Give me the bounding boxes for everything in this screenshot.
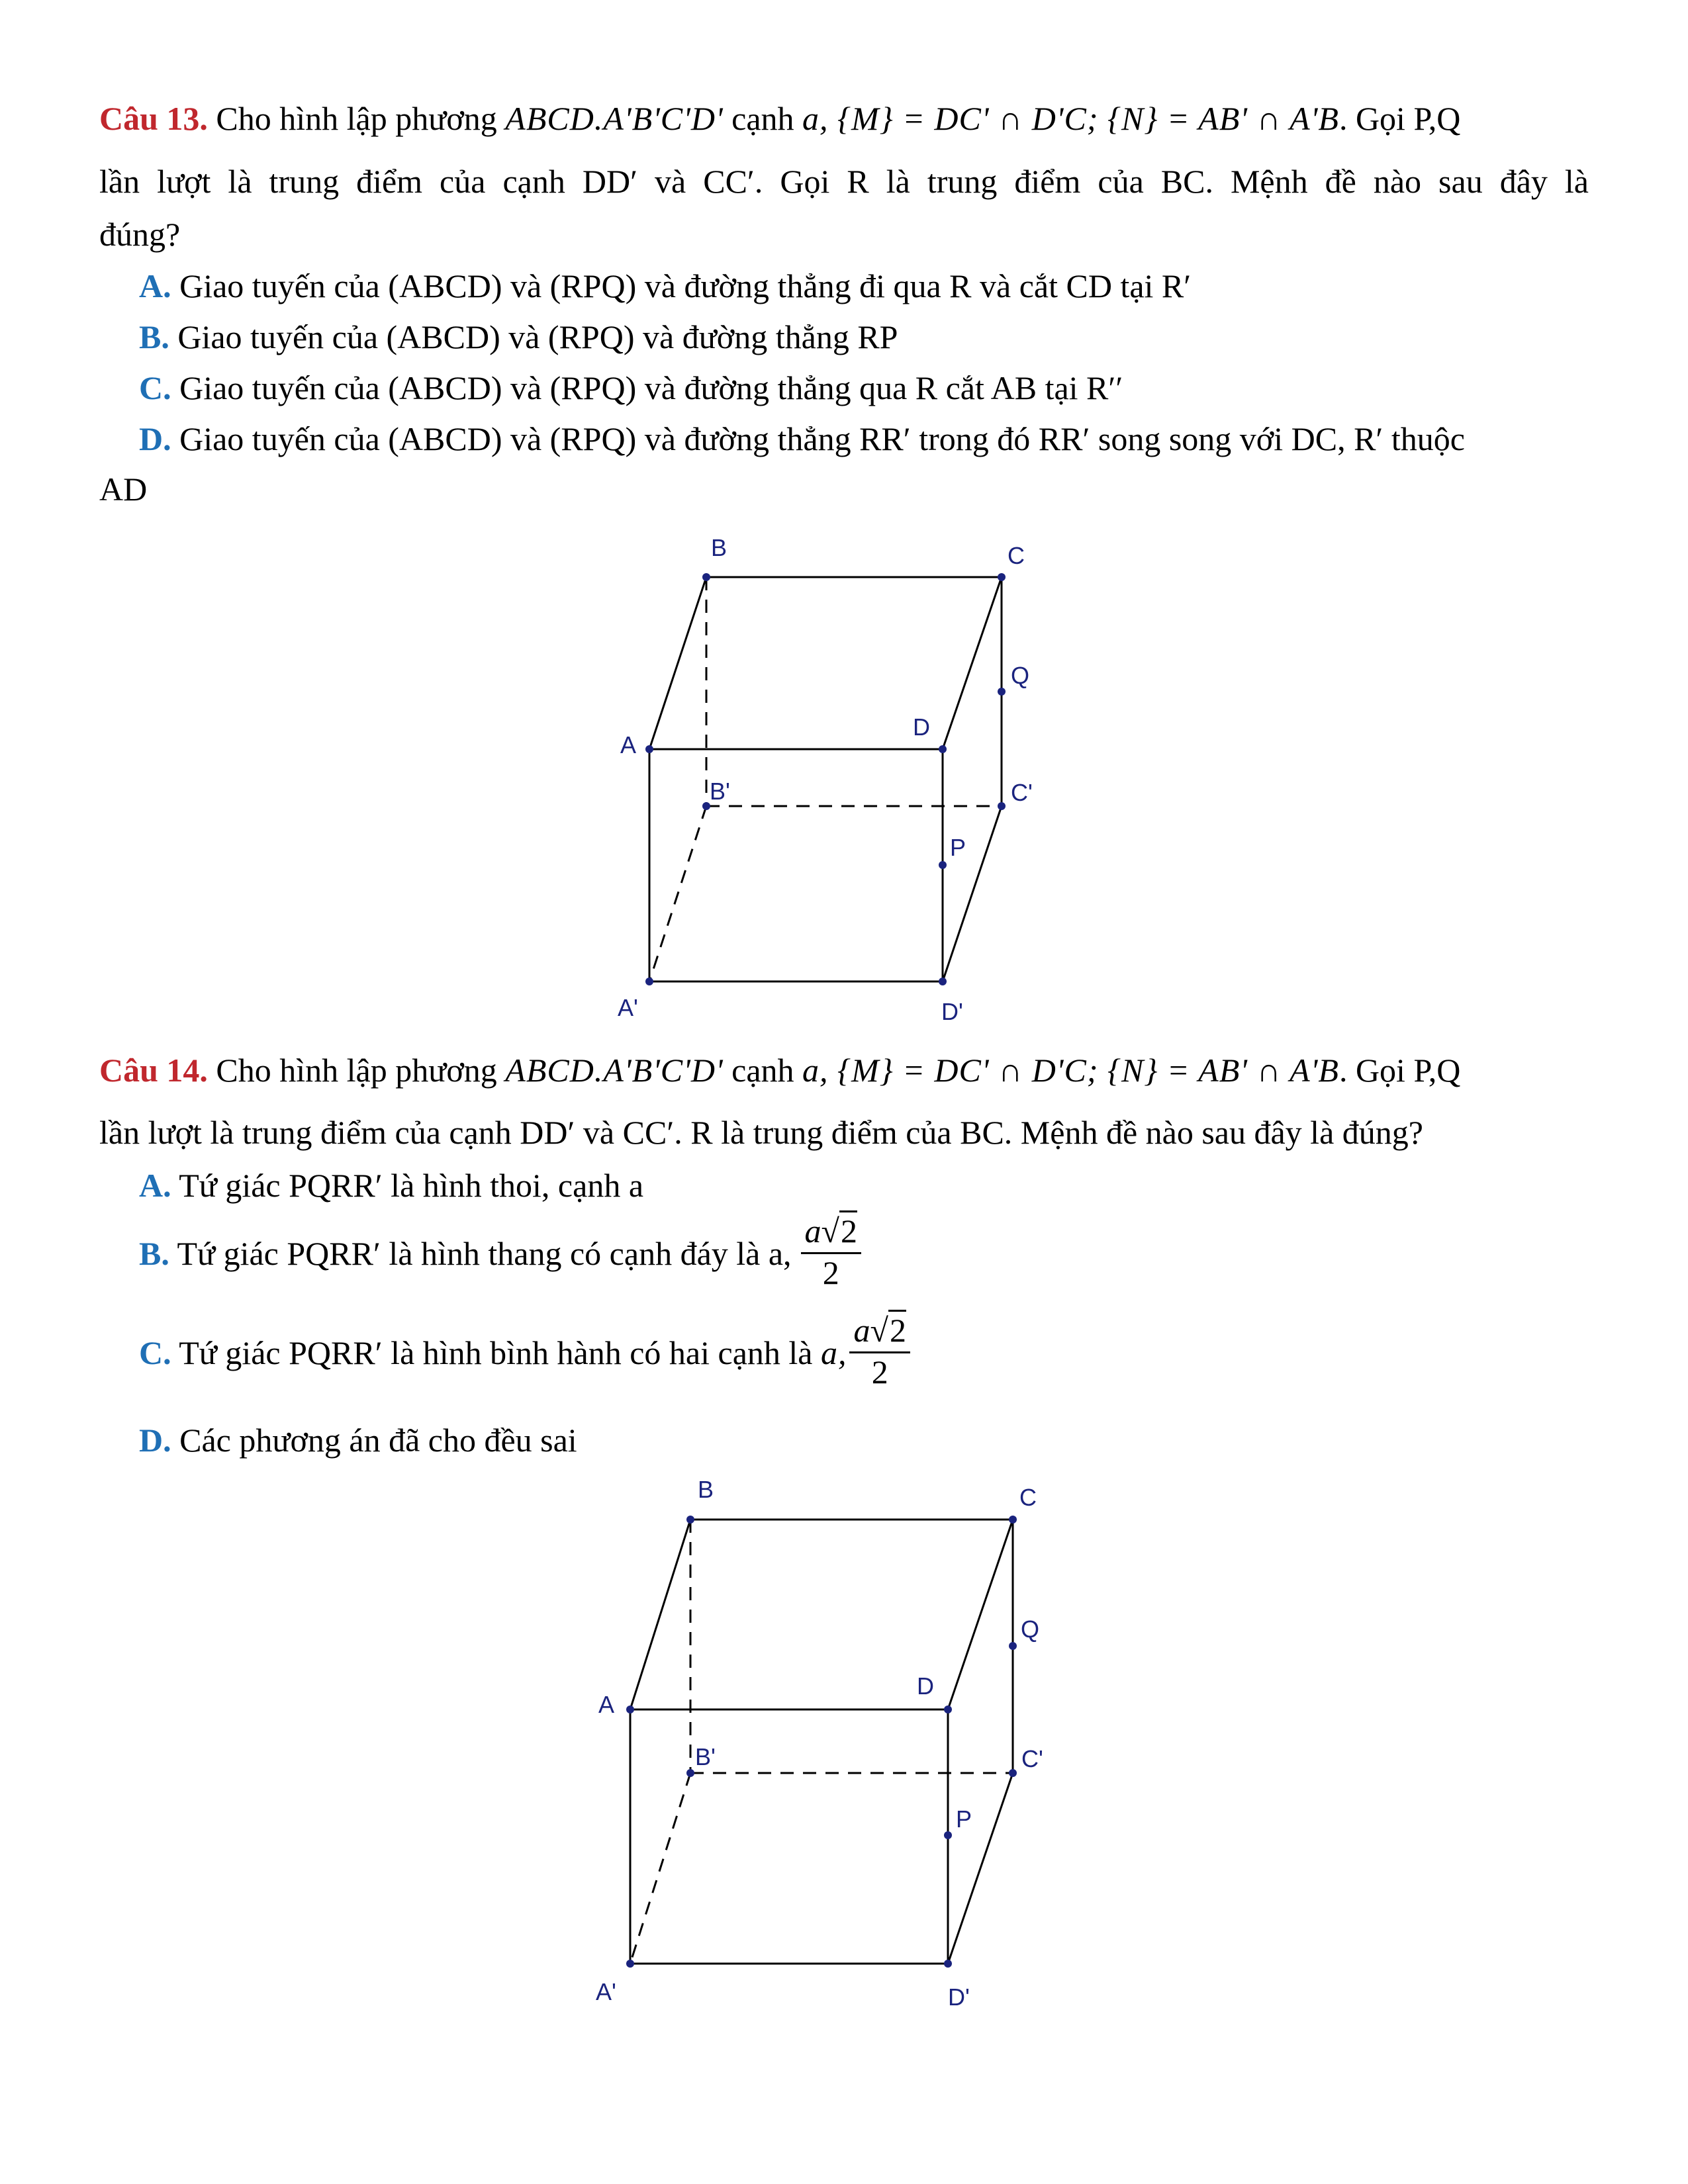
- q14-text-tail: . Gọi P,Q: [1338, 1052, 1461, 1089]
- q13-set-defs: , {M} = DC' ∩ D'C; {N} = AB' ∩ A'B: [820, 100, 1339, 137]
- label-B: B: [698, 1476, 714, 1503]
- frac-c-den: 2: [871, 1353, 888, 1390]
- point-D: [944, 1706, 952, 1713]
- edge-DC: [948, 1520, 1013, 1709]
- label-A: A: [620, 731, 637, 758]
- q14-option-d-text: Các phương án đã cho đều sai: [171, 1422, 577, 1459]
- q14-set-defs: , {M} = DC' ∩ D'C; {N} = AB' ∩ A'B: [820, 1052, 1339, 1089]
- edge-D'C': [948, 1773, 1013, 1964]
- q14-option-c-fraction: $\frac{a√2}{2}$: [849, 1312, 910, 1390]
- point-B: [686, 1516, 694, 1524]
- label-D: D: [917, 1672, 934, 1700]
- q14-line-2: lần lượt là trung điểm của cạnh DD′ và CC′. R là trung điểm của BC. Mệnh đề nào sau đây là đúng?: [99, 1114, 1423, 1151]
- q13-text-2: cạnh: [723, 100, 803, 137]
- q13-line-3: đúng?: [99, 216, 181, 253]
- point-A': [626, 1960, 634, 1968]
- q13-line-2: lần lượt là trung điểm của cạnh DD′ và CC′. Gọi R là trung điểm của BC. Mệnh đề nào sau đây là: [99, 163, 1589, 200]
- frac-c-a: a: [853, 1312, 870, 1349]
- q14-option-c-a: a,: [820, 1334, 847, 1371]
- point-D': [944, 1960, 952, 1968]
- point-P: [944, 1831, 952, 1839]
- label-B-prime: B': [695, 1743, 716, 1770]
- q13-option-a-text: Giao tuyến của (ABCD) và (RPQ) và đường thẳng đi qua R và cắt CD tại R′: [171, 267, 1192, 304]
- q14-option-b-letter: B.: [139, 1234, 169, 1272]
- point-C': [1009, 1769, 1017, 1777]
- q14-edge-a: a: [802, 1052, 820, 1089]
- q14-option-d-letter: D.: [139, 1422, 171, 1459]
- frac-b-den: 2: [822, 1254, 839, 1291]
- q14-option-c-text: Tứ giác PQRR′ là hình bình hành có hai cạnh là: [171, 1334, 821, 1371]
- q14-text-2: cạnh: [723, 1052, 803, 1089]
- label-Q: Q: [1011, 662, 1030, 689]
- q14-cube-name: ABCD.A'B'C'D': [505, 1052, 724, 1089]
- point-Q: [1009, 1642, 1017, 1650]
- label-C: C: [1019, 1484, 1037, 1511]
- label-D-prime: D': [941, 998, 963, 1025]
- label-A-prime: A': [596, 1978, 616, 2005]
- q13-cube-name: ABCD.A'B'C'D': [505, 100, 724, 137]
- label-A: A: [598, 1691, 615, 1718]
- q13-option-d-text: Giao tuyến của (ABCD) và (RPQ) và đường thẳng RR′ trong đó RR′ song song với DC, R′ thuộc: [171, 420, 1465, 457]
- label-Q: Q: [1021, 1615, 1040, 1643]
- q13-option-c-letter: C.: [139, 369, 171, 406]
- label-B-prime: B': [710, 778, 730, 805]
- q13-text-tail: . Gọi P,Q: [1338, 100, 1461, 137]
- point-A: [626, 1706, 634, 1713]
- q13-option-c-text: Giao tuyến của (ABCD) và (RPQ) và đường thẳng qua R cắt AB tại R′′: [171, 369, 1123, 406]
- label-P: P: [956, 1805, 972, 1833]
- q14-option-b-text: Tứ giác PQRR′ là hình thang có cạnh đáy là a,: [169, 1234, 792, 1272]
- point-B': [686, 1769, 694, 1777]
- label-C-prime: C': [1021, 1745, 1043, 1772]
- edge-AB: [630, 1520, 690, 1709]
- q14-label: Câu 14.: [99, 1052, 208, 1089]
- q14-text-1: Cho hình lập phương: [207, 1052, 506, 1089]
- q14-option-b-fraction: $\frac{a√2}{2}$: [801, 1212, 861, 1291]
- q13-option-d-continuation: AD: [99, 471, 148, 508]
- label-D-prime: D': [948, 1983, 970, 2011]
- frac-b-a: a: [804, 1212, 821, 1250]
- point-C: [1009, 1516, 1017, 1524]
- label-C: C: [1008, 542, 1025, 569]
- q14-option-a-text: Tứ giác PQRR′ là hình thoi, cạnh a: [171, 1167, 644, 1204]
- label-D: D: [913, 713, 930, 741]
- q14-option-a-letter: A.: [139, 1167, 171, 1204]
- label-B: B: [711, 534, 727, 561]
- label-P: P: [950, 834, 966, 861]
- q13-option-a-letter: A.: [139, 267, 171, 304]
- label-A-prime: A': [618, 994, 638, 1021]
- label-C-prime: C': [1011, 779, 1033, 806]
- q13-option-b-letter: B.: [139, 318, 169, 355]
- frac-c-root: 2: [888, 1310, 906, 1349]
- frac-b-root: 2: [839, 1210, 857, 1250]
- q13-label: Câu 13.: [99, 100, 208, 137]
- q13-text-1: Cho hình lập phương: [207, 100, 506, 137]
- q13-option-d-letter: D.: [139, 420, 171, 457]
- edge-B'A'-hidden: [630, 1773, 690, 1964]
- q14-option-c-letter: C.: [139, 1334, 171, 1371]
- q13-edge-a: a: [802, 100, 820, 137]
- q13-option-b-text: Giao tuyến của (ABCD) và (RPQ) và đường thẳng RP: [169, 318, 898, 355]
